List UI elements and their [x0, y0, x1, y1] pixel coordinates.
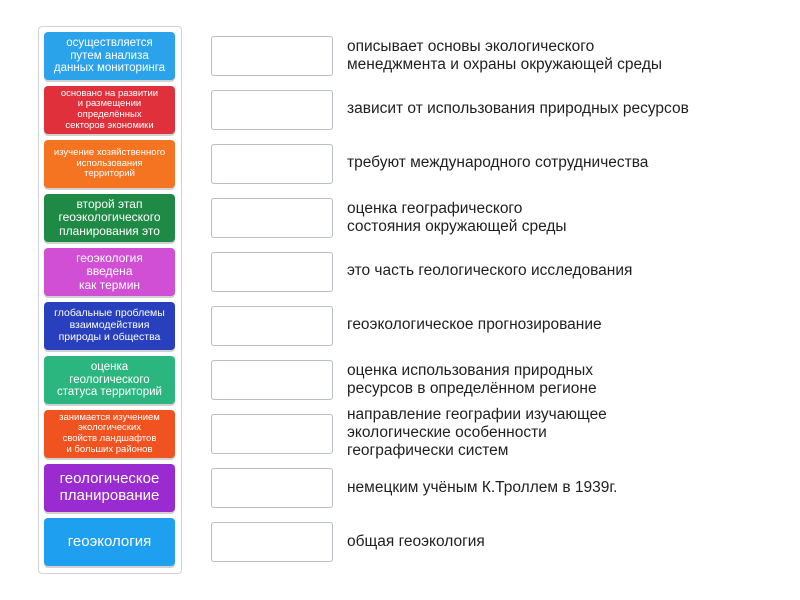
answer-tile-1[interactable] [44, 32, 175, 80]
drop-slot-5[interactable] [211, 252, 333, 292]
answer-tile-5[interactable] [44, 248, 175, 296]
answer-tile-10-label: геоэкология [67, 532, 152, 550]
drop-slot-3[interactable] [211, 144, 333, 184]
drop-slot-4[interactable] [211, 198, 333, 238]
drop-slot-10[interactable] [211, 522, 333, 562]
description-1: описывает основы экологического менеджмента и охраны окружающей среды [347, 38, 663, 73]
answer-tile-4[interactable] [44, 194, 175, 242]
answer-tile-5-label: геоэкология введена как термин [76, 250, 143, 292]
description-5: это часть геологического исследования [347, 262, 633, 279]
answer-tile-9[interactable] [44, 464, 175, 512]
answer-tile-8[interactable] [44, 410, 175, 458]
answer-tile-9-label: геологическое планирование [59, 470, 160, 504]
drop-slot-6[interactable] [211, 306, 333, 346]
answer-tile-6[interactable] [44, 302, 175, 350]
drop-slot-1[interactable] [211, 36, 333, 76]
description-8: направление географии изучающее экологические особенности географически систем [347, 406, 607, 459]
drop-slot-7[interactable] [211, 360, 333, 400]
answer-tile-10[interactable] [44, 518, 175, 566]
description-6: геоэкологическое прогнозирование [347, 316, 602, 333]
answer-tile-4-label: второй этап геоэкологического планирования это [58, 196, 161, 238]
drop-slot-8[interactable] [211, 414, 333, 454]
answer-tile-2-label: основано на развитии и размещении определённых секторов экономики [60, 87, 159, 131]
answer-tile-3-label: изучение хозяйственного использования территорий [53, 147, 166, 180]
drop-slot-9[interactable] [211, 468, 333, 508]
drop-slot-2[interactable] [211, 90, 333, 130]
description-7: оценка использования природных ресурсов в определённом регионе [347, 362, 597, 397]
description-10: общая геоэкология [347, 533, 485, 550]
answer-tile-7-label: оценка геологического статуса территорий [57, 360, 162, 399]
answer-tile-6-label: глобальные проблемы взаимодействия природы и общества [54, 307, 165, 343]
description-9: немецким учёным К.Троллем в 1939г. [347, 479, 618, 496]
answer-tile-7[interactable] [44, 356, 175, 404]
answer-tile-8-label: занимается изучением экологических свойств ландшафтов и больших районов [59, 411, 160, 455]
description-2: зависит от использования природных ресурсов [347, 100, 689, 117]
description-4: оценка географического состояния окружающей среды [347, 200, 567, 235]
answer-tile-3[interactable] [44, 140, 175, 188]
description-3: требуют международного сотрудничества [347, 154, 649, 171]
answer-tile-1-label: осуществляется путем анализа данных мониторинга [53, 36, 166, 75]
answer-tile-2[interactable] [44, 86, 175, 134]
